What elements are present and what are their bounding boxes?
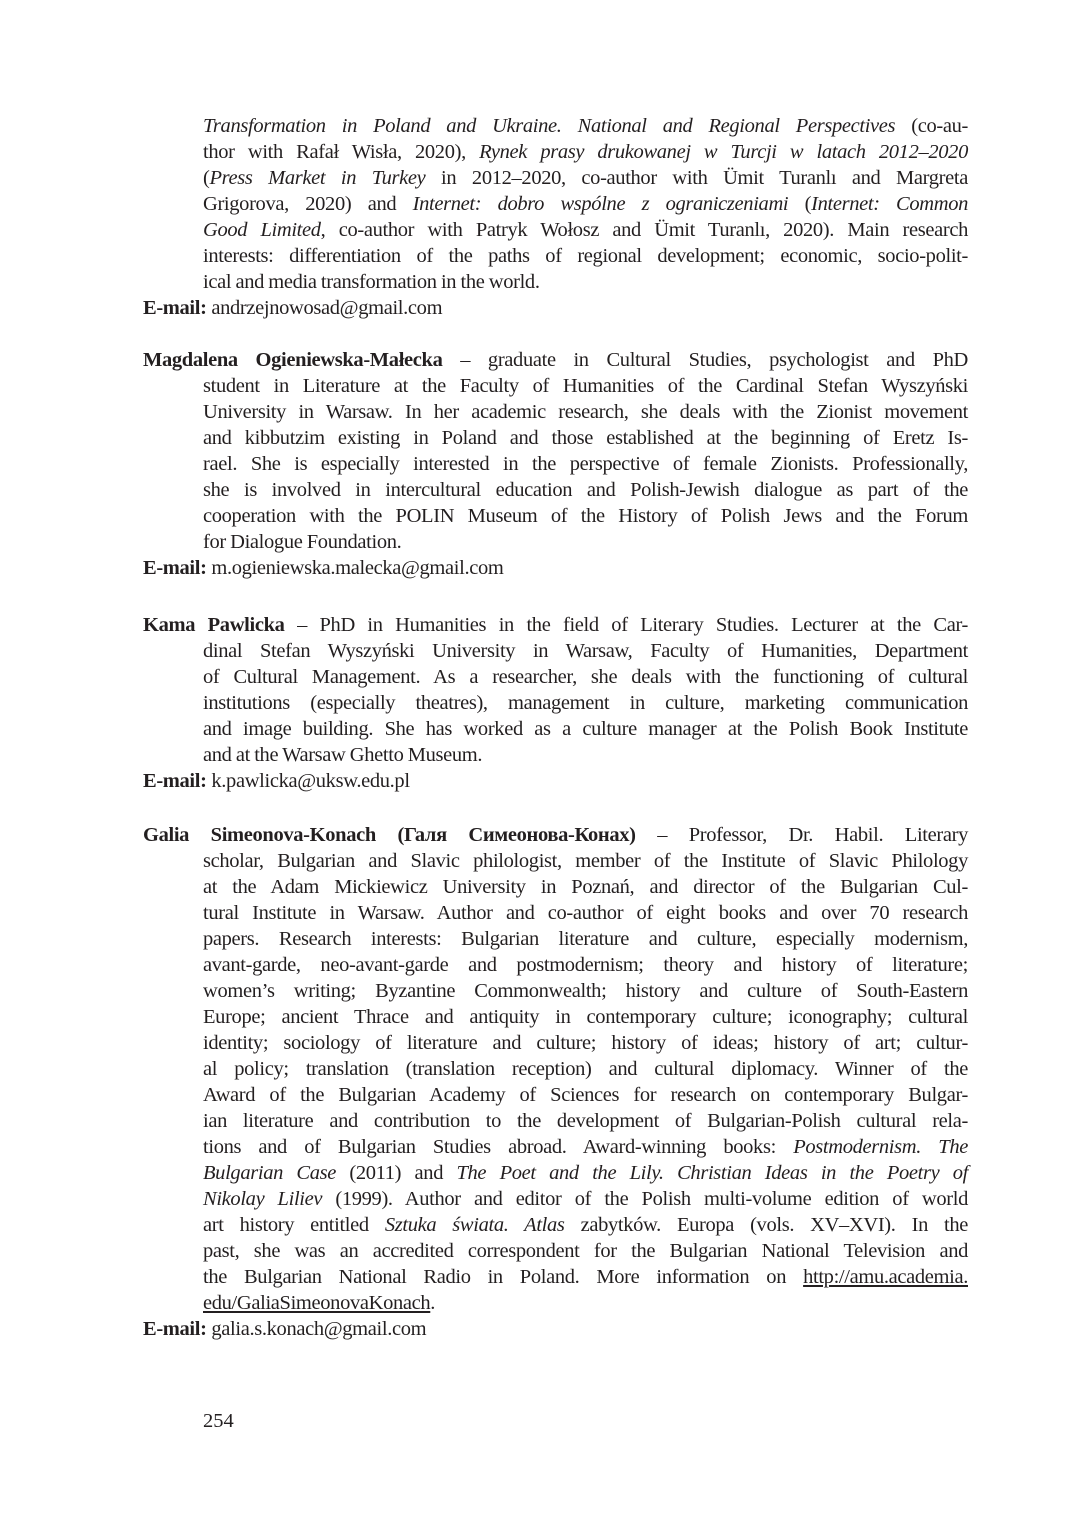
- email-label: E-mail:: [143, 1318, 207, 1340]
- bio-text-line: [143, 347, 968, 373]
- bio-text-line: [143, 1212, 968, 1238]
- bio-text-line: [143, 1082, 968, 1108]
- bio-text-line: [143, 503, 968, 529]
- bio-text-line: [143, 1290, 968, 1316]
- bio-text-line: [143, 716, 968, 742]
- bio-text-line: [143, 1186, 968, 1212]
- publication-title: Internet: Common: [811, 193, 968, 215]
- bio-text: .: [430, 1292, 436, 1314]
- email-address[interactable]: k.pawlicka@uksw.edu.pl: [206, 770, 410, 792]
- bio-text-line: [143, 399, 968, 425]
- bio-text: (1999). Author and editor of the Polish multi-volume edition of world: [322, 1188, 968, 1210]
- bio-text-line: [143, 978, 968, 1004]
- bio-text-line: [143, 529, 968, 555]
- author-name: Magdalena Ogieniewska-Małecka: [143, 349, 443, 371]
- bio-text: of Cultural Management. As a researcher, she deals with the functioning of cultural: [203, 666, 968, 688]
- bio-text-line: [143, 874, 968, 900]
- bio-entry-ogieniewska-malecka: [143, 347, 968, 581]
- bio-text: at the Adam Mickiewicz University in Poznań, and director of the Bulgarian Cul-: [203, 876, 968, 898]
- publication-title: Internet: dobro wspólne z ograniczeniami: [412, 193, 789, 215]
- bio-text: in 2012–2020, co-author with Ümit Turanlı and Margreta: [425, 167, 968, 189]
- bio-text-line: [143, 952, 968, 978]
- bio-text: al policy; translation (translation reception) and cultural diplomacy. Winner of the: [203, 1058, 968, 1080]
- publication-title: Press Market in Turkey: [209, 167, 426, 189]
- bio-text: past, she was an accredited correspondent for the Bulgarian National Television and: [203, 1240, 968, 1262]
- bio-text: student in Literature at the Faculty of Humanities of the Cardinal Stefan Wyszyński: [203, 375, 968, 397]
- bio-text: Europe; ancient Thrace and antiquity in contemporary culture; iconography; cultural: [203, 1006, 968, 1028]
- email-address[interactable]: m.ogieniewska.malecka@gmail.com: [206, 557, 504, 579]
- bio-text-line: [143, 822, 968, 848]
- bio-text: – Professor, Dr. Habil. Literary: [635, 824, 969, 846]
- bio-text: and at the Warsaw Ghetto Museum.: [203, 744, 483, 766]
- bio-text-line: [143, 848, 968, 874]
- bio-text: ical and media transformation in the world.: [203, 271, 540, 293]
- email-line: [143, 295, 968, 321]
- bio-text: University in Warsaw. In her academic research, she deals with the Zionist movement: [203, 401, 968, 423]
- bio-text-line: [143, 1004, 968, 1030]
- bio-text: art history entitled: [203, 1214, 385, 1236]
- bio-text: identity; sociology of literature and culture; history of ideas; history of art; cultur-: [203, 1032, 968, 1054]
- bio-text: Award of the Bulgarian Academy of Sciences for research on contemporary Bulgar-: [203, 1084, 968, 1106]
- bio-text-line: [143, 612, 968, 638]
- bio-text-line: [143, 1056, 968, 1082]
- bio-text-line: [143, 1160, 968, 1186]
- bio-text-line: [143, 269, 968, 295]
- bio-text-line: [143, 742, 968, 768]
- bio-text-line: [143, 217, 968, 243]
- email-line: [143, 1316, 968, 1342]
- author-name: Galia Simeonova-Konach (Галя Симеонова-Конах): [143, 824, 636, 846]
- publication-title: The Poet and the Lily. Christian Ideas in the Poetry of: [456, 1162, 969, 1184]
- page-number: 254: [203, 1410, 234, 1432]
- bio-text-line: [143, 477, 968, 503]
- profile-link[interactable]: edu/GaliaSimeonovaKonach: [203, 1292, 431, 1314]
- email-address[interactable]: galia.s.konach@gmail.com: [206, 1318, 427, 1340]
- bio-text: zabytków. Europa (vols. XV–XVI). In the: [564, 1214, 968, 1236]
- email-label: E-mail:: [143, 770, 207, 792]
- publication-title: Transformation in Poland and Ukraine. National and Regional Perspectives: [203, 115, 896, 137]
- bio-entry-pawlicka: [143, 612, 968, 794]
- email-label: E-mail:: [143, 297, 207, 319]
- bio-text: (co-au-: [895, 115, 968, 137]
- bio-text: – graduate in Cultural Studies, psychologist and PhD: [442, 349, 968, 371]
- bio-text-line: [143, 373, 968, 399]
- bio-text: – PhD in Humanities in the field of Literary Studies. Lecturer at the Car-: [284, 614, 968, 636]
- publication-title: Nikolay Liliev: [203, 1188, 323, 1210]
- bio-text: scholar, Bulgarian and Slavic philologist, member of the Institute of Slavic Philology: [203, 850, 968, 872]
- bio-entry-nowosad: [143, 113, 968, 321]
- bio-text: and image building. She has worked as a culture manager at the Polish Book Institute: [203, 718, 968, 740]
- publication-title: Postmodernism. The: [793, 1136, 968, 1158]
- bio-text: and kibbutzim existing in Poland and those established at the beginning of Eretz Is-: [203, 427, 968, 449]
- bio-text: for Dialogue Foundation.: [203, 531, 402, 553]
- bio-text-line: [143, 1238, 968, 1264]
- bio-text: (: [788, 193, 812, 215]
- bio-text-line: [143, 1030, 968, 1056]
- bio-text-line: [143, 638, 968, 664]
- bio-text-line: [143, 113, 968, 139]
- bio-text-line: [143, 451, 968, 477]
- publication-title: Sztuka świata. Atlas: [384, 1214, 565, 1236]
- publication-title: Good Limited: [203, 219, 321, 241]
- bio-text: dinal Stefan Wyszyński University in Warsaw, Faculty of Humanities, Department: [203, 640, 968, 662]
- bio-text: the Bulgarian National Radio in Poland. More information on: [203, 1266, 804, 1288]
- bio-text: tions and of Bulgarian Studies abroad. Award-winning books:: [203, 1136, 794, 1158]
- bio-text-line: [143, 425, 968, 451]
- author-name: Kama Pawlicka: [143, 614, 285, 636]
- bio-text-line: [143, 191, 968, 217]
- email-line: [143, 768, 968, 794]
- bio-text-line: [143, 1108, 968, 1134]
- bio-text: thor with Rafał Wisła, 2020),: [203, 141, 480, 163]
- bio-text-line: [143, 1264, 968, 1290]
- profile-link[interactable]: http://amu.academia.: [803, 1266, 968, 1288]
- bio-text: ian literature and contribution to the development of Bulgarian-Polish cultural rela-: [203, 1110, 968, 1132]
- bio-text: Grigorova, 2020) and: [203, 193, 413, 215]
- publication-title: Rynek prasy drukowanej w Turcji w latach 2012–2020: [479, 141, 968, 163]
- bio-text: she is involved in intercultural education and Polish-Jewish dialogue as part of the: [203, 479, 968, 501]
- bio-text: interests: differentiation of the paths of regional development; economic, socio-polit-: [203, 245, 968, 267]
- bio-text: cooperation with the POLIN Museum of the History of Polish Jews and the Forum: [203, 505, 968, 527]
- bio-text: , co-author with Patryk Wołosz and Ümit Turanlı, 2020). Main research: [320, 219, 969, 241]
- bio-text-line: [143, 1134, 968, 1160]
- bio-text-line: [143, 165, 968, 191]
- bio-text: (: [203, 167, 210, 189]
- bio-text-line: [143, 243, 968, 269]
- bio-text: women’s writing; Byzantine Commonwealth; history and culture of South-Eastern: [203, 980, 968, 1002]
- bio-text: rael. She is especially interested in the perspective of female Zionists. Professionally,: [203, 453, 968, 475]
- email-label: E-mail:: [143, 557, 207, 579]
- bio-text: (2011) and: [335, 1162, 457, 1184]
- bio-entry-simeonova-konach: [143, 822, 968, 1342]
- bio-text-line: [143, 926, 968, 952]
- bio-text: avant-garde, neo-avant-garde and postmodernism; theory and history of literature;: [203, 954, 968, 976]
- bio-text-line: [143, 900, 968, 926]
- bio-text: papers. Research interests: Bulgarian literature and culture, especially modernism,: [203, 928, 968, 950]
- bio-text-line: [143, 664, 968, 690]
- email-line: [143, 555, 968, 581]
- publication-title: Bulgarian Case: [203, 1162, 336, 1184]
- bio-text: tural Institute in Warsaw. Author and co-author of eight books and over 70 research: [203, 902, 968, 924]
- bio-text: institutions (especially theatres), management in culture, marketing communication: [203, 692, 968, 714]
- bio-text-line: [143, 690, 968, 716]
- bio-text-line: [143, 139, 968, 165]
- email-address[interactable]: andrzejnowosad@gmail.com: [206, 297, 443, 319]
